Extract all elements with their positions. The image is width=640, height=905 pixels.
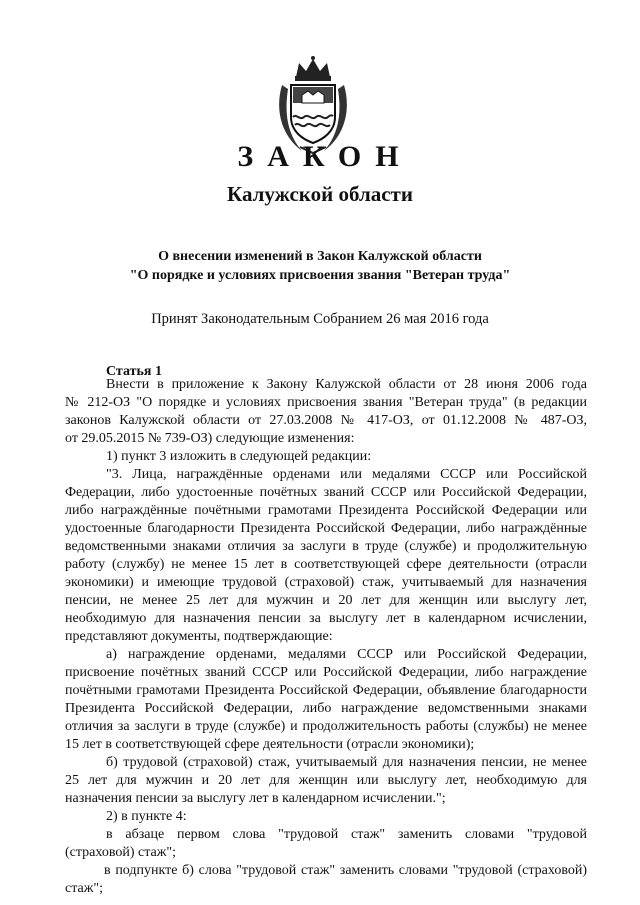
body-line: присвоение почётных званий СССР или Российской Федерации, либо награждение xyxy=(65,665,587,680)
body-line: работу (службу) не менее 15 лет в соответствующей сфере деятельности (отрасли xyxy=(65,557,587,572)
body-line: 2) в пункте 4: xyxy=(106,809,187,824)
body-line: назначения пенсии за выслугу лет в календарном исчислении."; xyxy=(65,791,446,806)
body-line: законов Калужской области от 27.03.2008 № 417-ОЗ, от 01.12.2008 № 487-ОЗ, xyxy=(65,413,587,428)
body-line: 25 лет для мужчин и 20 лет для женщин или выслугу лет, необходимую для xyxy=(65,773,587,788)
body-line: Внести в приложение к Закону Калужской области от 28 июня 2006 года xyxy=(106,377,587,392)
adoption-date: Принят Законодательным Собранием 26 мая 2016 года xyxy=(151,311,489,327)
body-line: (страховой) стаж"; xyxy=(65,845,177,860)
body-line: необходимую для назначения пенсии за выслугу лет в календарном исчислении, xyxy=(65,611,587,626)
body-line: "3. Лица, награждённые орденами или медалями СССР или Российской xyxy=(106,467,587,482)
body-line: почётными грамотами Президента Российской Федерации, объявление благодарности xyxy=(65,683,587,698)
body-line: удостоенные благодарности Президента Российской Федерации, либо награждённые xyxy=(65,521,587,536)
body-line: в абзаце первом слова "трудовой стаж" заменить словами "трудовой xyxy=(106,827,587,842)
body-line: а) награждение орденами, медалями СССР или Российской Федерации, xyxy=(106,647,587,662)
body-line: № 212-ОЗ "О порядке и условиях присвоения звания "Ветеран труда" (в редакции xyxy=(65,395,587,410)
body-line: экономики) и имеющие трудовой (страховой) стаж, учитываемый для назначения xyxy=(65,575,587,590)
law-heading-line-1: О внесении изменений в Закон Калужской области xyxy=(158,249,482,264)
body-line: Президента Российской Федерации, либо награждение ведомственными знаками xyxy=(65,701,587,716)
body-line: 15 лет в соответствующей сфере деятельности (отрасли экономики); xyxy=(65,737,475,752)
document-subtitle: Калужской области xyxy=(227,182,413,206)
body-line: представляют документы, подтверждающие: xyxy=(65,629,333,644)
body-line: Федерации, либо удостоенные почётных званий СССР или Российской Федерации, xyxy=(65,485,587,500)
law-heading-line-2: "О порядке и условиях присвоения звания "Ветеран труда" xyxy=(129,268,511,283)
body-line: стаж"; xyxy=(65,881,103,896)
body-line: отличия за заслуги в труде (службе) и продолжительность работы (службы) не менее xyxy=(65,719,587,734)
document-title: ЗАКОН xyxy=(237,140,413,173)
body-line: ведомственными знаками отличия за заслуги в труде (службе) и продолжительную xyxy=(65,539,587,554)
article-title: Статья 1 xyxy=(106,364,162,379)
body-line: в подпункте б) слова "трудовой стаж" заменить словами "трудовой (страховой) xyxy=(104,863,587,878)
body-line: от 29.05.2015 № 739-ОЗ) следующие изменения: xyxy=(65,431,355,446)
body-line: 1) пункт 3 изложить в следующей редакции: xyxy=(106,449,372,464)
body-line: пенсии, не менее 25 лет для мужчин и 20 лет для женщин или выслугу лет, xyxy=(65,593,587,608)
body-line: б) трудовой (страховой) стаж, учитываемый для назначения пенсии, не менее xyxy=(106,755,587,770)
body-line: либо награждённые почётными грамотами Президента Российской Федерации или xyxy=(65,503,587,518)
